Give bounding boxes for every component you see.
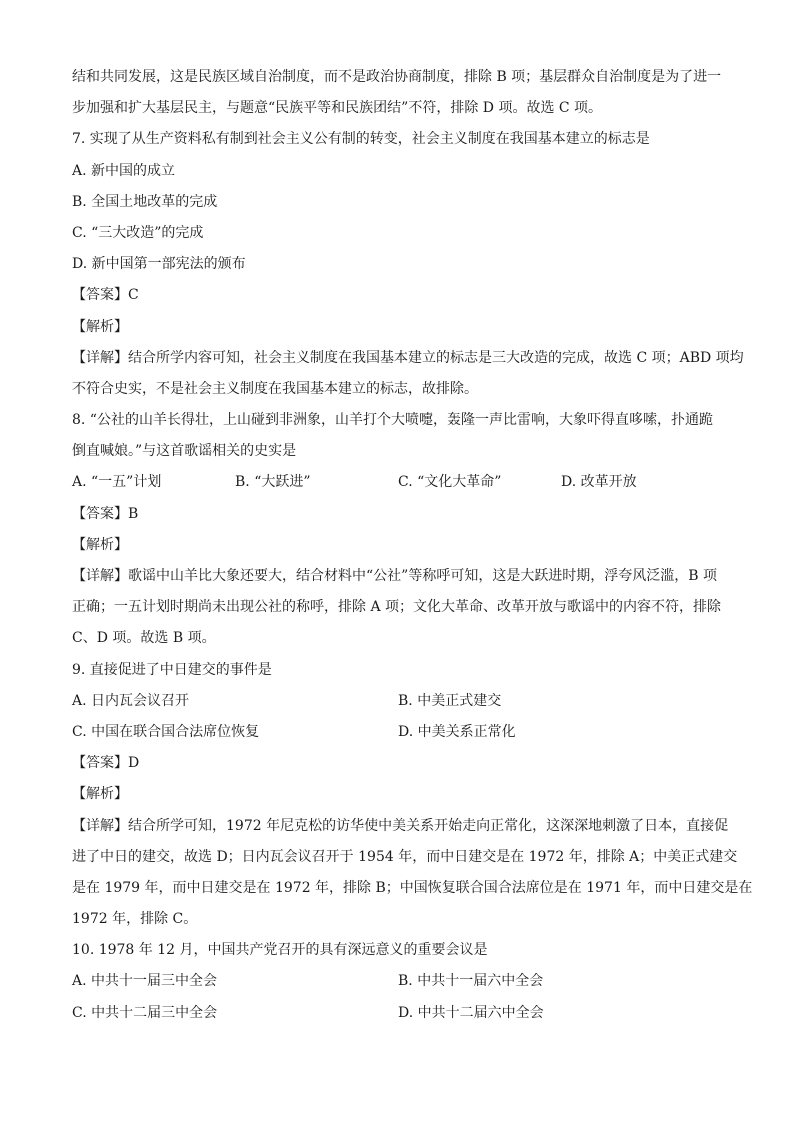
q9-detail-line-1: 【详解】结合所学可知，1972 年尼克松的访华使中美关系开始走向正常化，这深深地刺激了日本，直接促 — [72, 817, 729, 834]
q10-stem: 10. 1978 年 12 月，中国共产党召开的具有深远意义的重要会议是 — [72, 942, 488, 959]
q7-option-b: B. 全国土地改革的完成 — [72, 193, 218, 210]
q9-option-a: A. 日内瓦会议召开 — [72, 692, 190, 709]
q8-option-b: B. “大跃进” — [235, 474, 311, 491]
q8-option-c: C. “文化大革命” — [398, 474, 502, 491]
q9-answer: 【答案】D — [72, 755, 140, 772]
q8-detail-line-1: 【详解】歌谣中山羊比大象还要大，结合材料中“公社”等称呼可知，这是大跃进时期，浮夸风泛滥，B 项 — [72, 568, 718, 584]
q7-option-c: C. “三大改造”的完成 — [72, 224, 204, 241]
q9-option-c: C. 中国在联合国合法席位恢复 — [72, 723, 260, 740]
q8-stem-line-1: 8. “公社的山羊长得壮，上山碰到非洲象，山羊打个大喷嚏，轰隆一声比雷响，大象吓得直哆嗦，扑通跪 — [72, 412, 713, 429]
q8-detail-line-3: C、D 项。故选 B 项。 — [72, 630, 216, 647]
q9-detail-line-2: 进了中日的建交，故选 D；日内瓦会议召开于 1954 年，而中日建交是在 1972 年，排除 A；中美正式建交 — [72, 848, 738, 865]
q10-option-a: A. 中共十一届三中全会 — [72, 973, 218, 990]
document-page — [72, 62, 753, 1029]
intro-line-1: 结和共同发展，这是民族区域自治制度，而不是政治协商制度，排除 B 项；基层群众自治制度是为了进一 — [72, 69, 722, 85]
q9-detail-line-3: 是在 1979 年，而中日建交是在 1972 年，排除 B；中国恢复联合国合法席位是在 1971 年，而中日建交是在 — [72, 879, 753, 896]
q8-options — [72, 467, 724, 498]
q7-detail-line-2: 不符合史实，不是社会主义制度在我国基本建立的标志，故排除。 — [72, 380, 478, 397]
q8-option-a: A. “一五”计划 — [72, 474, 162, 491]
intro-line-2: 步加强和扩大基层民主，与题意“民族平等和民族团结”不符，排除 D 项。故选 C 项。 — [72, 100, 603, 117]
q8-analysis-label: 【解析】 — [72, 536, 128, 553]
q10-option-d: D. 中共十二届六中全会 — [398, 1004, 544, 1021]
q9-option-b: B. 中美正式建交 — [398, 692, 502, 709]
q7-analysis-label: 【解析】 — [72, 318, 128, 335]
q9-options-row-2 — [72, 717, 724, 748]
q9-analysis-label: 【解析】 — [72, 786, 128, 803]
q7-stem: 7. 实现了从生产资料私有制到社会主义公有制的转变，社会主义制度在我国基本建立的标志是 — [72, 131, 650, 148]
q7-answer: 【答案】C — [72, 287, 139, 304]
q10-option-c: C. 中共十二届三中全会 — [72, 1004, 218, 1021]
q10-options-row-1 — [72, 966, 724, 997]
q9-option-d: D. 中美关系正常化 — [398, 723, 516, 740]
q9-stem: 9. 直接促进了中日建交的事件是 — [72, 661, 272, 678]
q8-option-d: D. 改革开放 — [561, 474, 637, 491]
q10-options-row-2 — [72, 998, 724, 1029]
q7-option-a: A. 新中国的成立 — [72, 162, 176, 179]
q9-options-row-1 — [72, 686, 724, 717]
q8-answer: 【答案】B — [72, 505, 139, 522]
q10-option-b: B. 中共十一届六中全会 — [398, 973, 544, 990]
q9-detail-line-4: 1972 年，排除 C。 — [72, 911, 198, 928]
q8-stem-line-2: 倒直喊娘。”与这首歌谣相关的史实是 — [72, 443, 297, 460]
q7-option-d: D. 新中国第一部宪法的颁布 — [72, 256, 246, 273]
q7-detail-line-1: 【详解】结合所学内容可知，社会主义制度在我国基本建立的标志是三大改造的完成，故选 C 项；ABD 项均 — [72, 349, 744, 366]
q8-detail-line-2: 正确；一五计划时期尚未出现公社的称呼，排除 A 项；文化大革命、改革开放与歌谣中的内容不符，排除 — [72, 599, 722, 616]
